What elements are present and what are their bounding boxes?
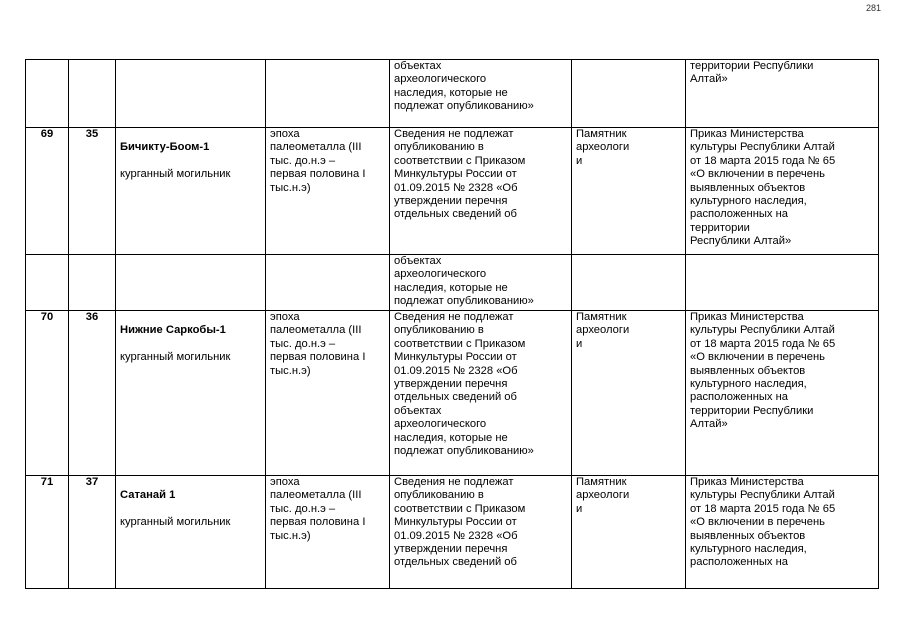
- dating-cell: эпоха палеометалла (III тыс. до.н.э – первая половина I тыс.н.э): [266, 128, 390, 255]
- information-cell: объектах археологического наследия, которые не подлежат опубликованию»: [390, 255, 572, 311]
- row-number-cell: 69: [26, 128, 69, 255]
- site-name-cell: [116, 60, 266, 128]
- local-number-cell: 36: [69, 311, 116, 476]
- local-number-cell: 35: [69, 128, 116, 255]
- category-cell: Памятник археологи и: [572, 311, 686, 476]
- information-cell: объектах археологического наследия, которые не подлежат опубликованию»: [390, 60, 572, 128]
- site-type: курганный могильник: [120, 351, 231, 364]
- document-cell: Приказ Министерства культуры Республики Алтай от 18 марта 2015 года № 65 «О включении в перечень выявленных объектов культурного наследия, расположенных на территории Республики Алтай»: [686, 311, 879, 476]
- dating-cell: эпоха палеометалла (III тыс. до.н.э – первая половина I тыс.н.э): [266, 311, 390, 476]
- category-cell: Памятник археологи и: [572, 128, 686, 255]
- dating-cell: [266, 60, 390, 128]
- site-name-cell: [116, 255, 266, 311]
- row-number-cell: [26, 60, 69, 128]
- local-number-cell: [69, 60, 116, 128]
- dating-cell: эпоха палеометалла (III тыс. до.н.э – первая половина I тыс.н.э): [266, 476, 390, 589]
- information-cell: Сведения не подлежат опубликованию в соответствии с Приказом Минкультуры России от 01.09.2015 № 2328 «Об утверждении перечня отдельных сведений об: [390, 476, 572, 589]
- document-cell: [686, 255, 879, 311]
- dating-cell: [266, 255, 390, 311]
- site-name: Сатанай 1: [120, 489, 176, 502]
- document-cell: территории Республики Алтай»: [686, 60, 879, 128]
- information-cell: Сведения не подлежат опубликованию в соответствии с Приказом Минкультуры России от 01.09.2015 № 2328 «Об утверждении перечня отдельных сведений об объектах археологического наследия, которые не подлежат опубликованию»: [390, 311, 572, 476]
- site-name-cell: [116, 476, 266, 589]
- site-name: Бичикту-Боом-1: [120, 141, 210, 154]
- table-row: [26, 60, 879, 128]
- information-cell: Сведения не подлежат опубликованию в соответствии с Приказом Минкультуры России от 01.09.2015 № 2328 «Об утверждении перечня отдельных сведений об: [390, 128, 572, 255]
- row-number-cell: [26, 255, 69, 311]
- site-name-cell: [116, 311, 266, 476]
- document-cell: Приказ Министерства культуры Республики Алтай от 18 марта 2015 года № 65 «О включении в перечень выявленных объектов культурного наследия, расположенных на: [686, 476, 879, 589]
- table-row: [26, 476, 879, 589]
- table-row: [26, 255, 879, 311]
- local-number-cell: [69, 255, 116, 311]
- category-cell: [572, 255, 686, 311]
- category-cell: [572, 60, 686, 128]
- table-row: [26, 311, 879, 476]
- row-number-cell: 70: [26, 311, 69, 476]
- document-cell: Приказ Министерства культуры Республики Алтай от 18 марта 2015 года № 65 «О включении в перечень выявленных объектов культурного наследия, расположенных на территории Республики Алтай»: [686, 128, 879, 255]
- page-number: 281: [865, 3, 881, 13]
- site-type: курганный могильник: [120, 168, 231, 181]
- row-number-cell: 71: [26, 476, 69, 589]
- site-name: Нижние Саркобы-1: [120, 324, 226, 337]
- heritage-registry-table: [25, 59, 879, 589]
- site-name-cell: [116, 128, 266, 255]
- table-row: [26, 128, 879, 255]
- category-cell: Памятник археологи и: [572, 476, 686, 589]
- local-number-cell: 37: [69, 476, 116, 589]
- site-type: курганный могильник: [120, 516, 231, 529]
